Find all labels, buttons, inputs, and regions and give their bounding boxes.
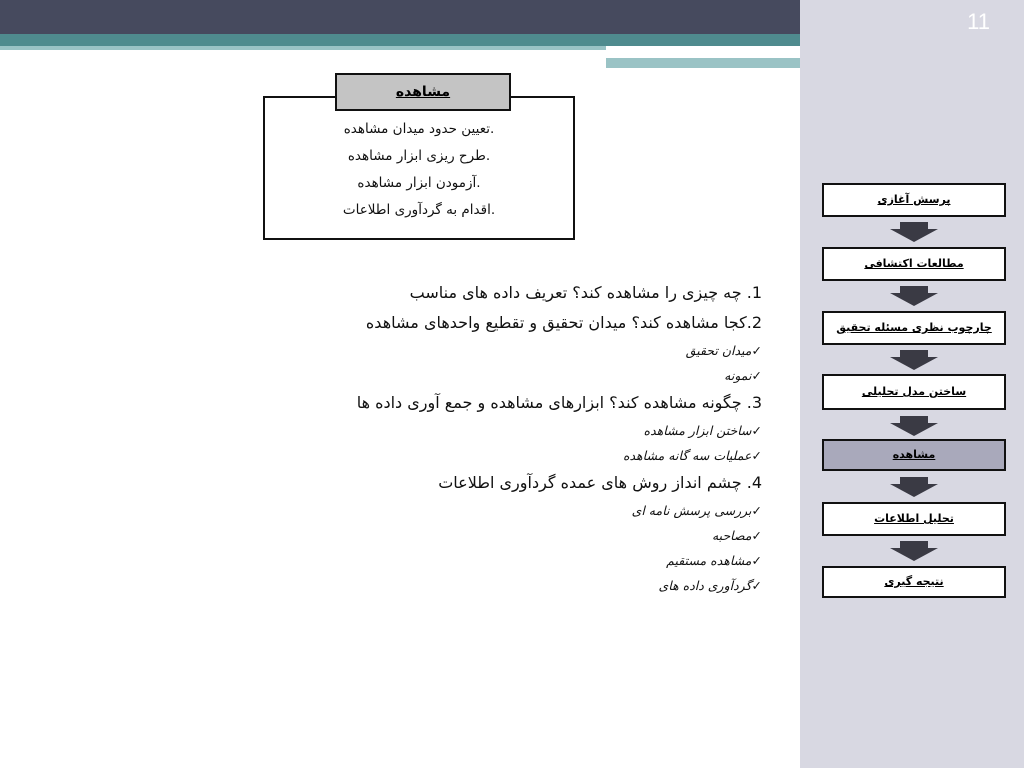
slide-number: 11 [967,9,990,34]
question-1: 1. چه چیزی را مشاهده کند؟ تعریف داده های مناسب [409,283,762,302]
arrow-down-icon [890,350,938,370]
observation-item: .اقدام به گردآوری اطلاعات [342,202,496,218]
observation-item: .طرح ریزی ابزار مشاهده [347,148,491,164]
list-item: ✓میدان تحقیق [685,343,762,358]
flow-step-observation[interactable]: مشاهده [822,439,1006,471]
flow-step-conclusion[interactable]: نتیجه گیری [822,566,1006,598]
arrow-down-icon [890,541,938,561]
check-icon: ✓ [751,423,762,438]
list-item: ✓مصاحبه [711,528,762,543]
accent-stripe-thin [0,46,606,50]
accent-stripe-right [606,58,800,68]
list-item: ✓مشاهده مستقیم [666,553,762,568]
observation-item: .آزمودن ابزار مشاهده [357,175,481,191]
list-item: ✓ساختن ابزار مشاهده [643,423,762,438]
check-icon: ✓ [751,528,762,543]
arrow-down-icon [890,416,938,436]
top-bar [0,0,800,34]
flow-step-theoretical-framework[interactable]: چارچوب نظری مسئله تحقیق [822,311,1006,345]
question-2: 2.کجا مشاهده کند؟ میدان تحقیق و تقطیع واحدهای مشاهده [365,313,762,332]
flow-step-exploratory-studies[interactable]: مطالعات اکتشافی [822,247,1006,281]
list-item: ✓بررسی پرسش نامه ای [631,503,762,518]
arrow-down-icon [890,286,938,306]
check-icon: ✓ [751,448,762,463]
arrow-down-icon [890,222,938,242]
observation-title: مشاهده [335,73,511,111]
list-item: ✓عملیات سه گانه مشاهده [622,448,762,463]
question-4: 4. چشم انداز روش های عمده گردآوری اطلاعات [438,473,762,492]
flow-step-analytical-model[interactable]: ساختن مدل تحلیلی [822,374,1006,410]
observation-items [265,116,573,224]
check-icon: ✓ [751,343,762,358]
question-3: 3. چگونه مشاهده کند؟ ابزارهای مشاهده و جمع آوری داده ها [356,393,762,412]
flow-step-data-analysis[interactable]: تحلیل اطلاعات [822,502,1006,536]
flow-step-initial-question[interactable]: پرسش آغازی [822,183,1006,217]
check-icon: ✓ [751,578,762,593]
list-item: ✓نمونه [724,368,762,383]
list-item: ✓گردآوری داده های [658,578,762,593]
check-icon: ✓ [751,368,762,383]
arrow-down-icon [890,477,938,497]
accent-stripe [0,34,800,46]
question-list [150,278,762,598]
check-icon: ✓ [751,553,762,568]
check-icon: ✓ [751,503,762,518]
observation-item: .تعیین حدود میدان مشاهده [343,121,495,137]
